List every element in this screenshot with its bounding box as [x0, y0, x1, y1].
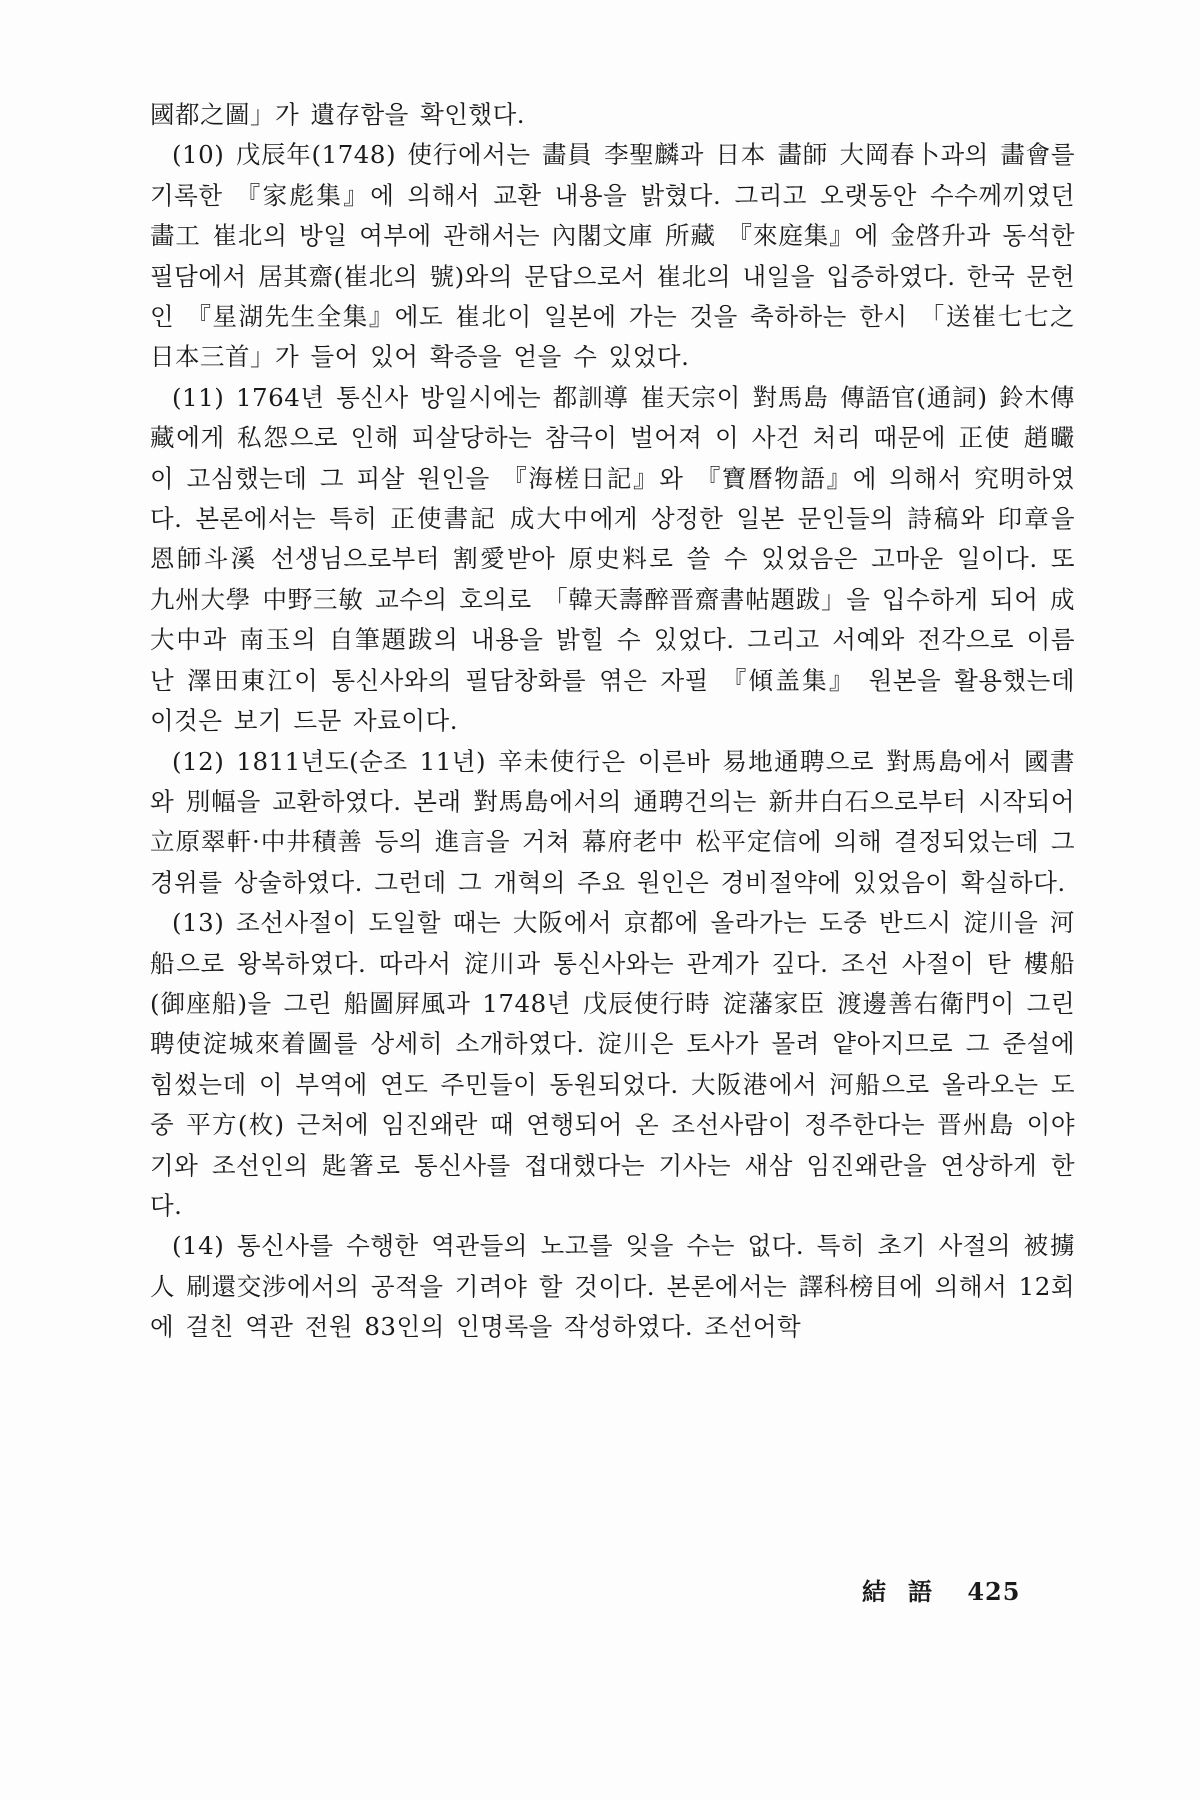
- paragraph-14: (14) 통신사를 수행한 역관들의 노고를 잊을 수는 없다. 특히 초기 사절의 被擄人 刷還交涉에서의 공적을 기려야 할 것이다. 본론에서는 譯科榜目에 의해서 12회에 걸친 역관 전원 83인의 인명록을 작성하였다. 조선어학: [150, 1231, 1075, 1342]
- page-number: 425: [967, 1577, 1021, 1606]
- running-title: 結語: [862, 1577, 954, 1606]
- paragraph-continued: 國都之圖」가 遺存함을 확인했다.: [150, 100, 526, 129]
- page-footer: [862, 1572, 1020, 1607]
- paragraph-13: (13) 조선사절이 도일할 때는 大阪에서 京都에 올라가는 도중 반드시 淀川을 河船으로 왕복하였다. 따라서 淀川과 통신사와는 관계가 깊다. 조선 사절이 탄 樓船(御座船)을 그린 船圖屛風과 1748년 戊辰使行時 淀藩家臣 渡邊善右衛門이 그린 聘使淀城來着圖를 상세히 소개하였다. 淀川은 토사가 몰려 얕아지므로 그 준설에 힘썼는데 이 부역에 연도 주민들이 동원되었다. 大阪港에서 河船으로 올라오는 도중 平方(枚) 근처에 임진왜란 때 연행되어 온 조선사람이 정주한다는 晋州島 이야기와 조선인의 匙箸로 통신사를 접대했다는 기사는 새삼 임진왜란을 연상하게 한다.: [150, 908, 1075, 1220]
- paragraph-11: (11) 1764년 통신사 방일시에는 都訓導 崔天宗이 對馬島 傳語官(通詞) 鈴木傳藏에게 私怨으로 인해 피살당하는 참극이 벌어져 이 사건 처리 때문에 正使 趙曮이 고심했는데 그 피살 원인을 『海槎日記』와 『寶曆物語』에 의해서 究明하였다. 본론에서는 특히 正使書記 成大中에게 상정한 일본 문인들의 詩稿와 印章을 恩師斗溪 선생님으로부터 割愛받아 原史料로 쓸 수 있었음은 고마운 일이다. 또 九州大學 中野三敏 교수의 호의로 「韓天壽醉晋齋書帖題跋」을 입수하게 되어 成大中과 南玉의 自筆題跋의 내용을 밝힐 수 있었다. 그리고 서예와 전각으로 이름난 澤田東江이 통신사와의 필담창화를 엮은 자필 『傾盖集』 원본을 활용했는데 이것은 보기 드문 자료이다.: [150, 382, 1075, 736]
- paragraph-12: (12) 1811년도(순조 11년) 辛未使行은 이른바 易地通聘으로 對馬島에서 國書와 別幅을 교환하였다. 본래 對馬島에서의 通聘건의는 新井白石으로부터 시작되어 立原翠軒·中井積善 등의 進言을 거쳐 幕府老中 松平定信에 의해 결정되었는데 그 경위를 상술하였다. 그런데 그 개혁의 주요 원인은 경비절약에 있었음이 확실하다.: [150, 746, 1075, 897]
- paragraph-10: (10) 戊辰年(1748) 使行에서는 畵員 李聖麟과 日本 畵師 大岡春卜과의 畵會를 기록한 『家彪集』에 의해서 교환 내용을 밝혔다. 그리고 오랫동안 수수께끼였던 畵工 崔北의 방일 여부에 관해서는 內閣文庫 所藏 『來庭集』에 金啓升과 동석한 필담에서 居其齋(崔北의 號)와의 문답으로서 崔北의 내일을 입증하였다. 한국 문헌인 『星湖先生全集』에도 崔北이 일본에 가는 것을 축하하는 한시 「送崔七七之日本三首」가 들어 있어 확증을 얻을 수 있었다.: [150, 140, 1075, 372]
- body-text: [150, 95, 1075, 1348]
